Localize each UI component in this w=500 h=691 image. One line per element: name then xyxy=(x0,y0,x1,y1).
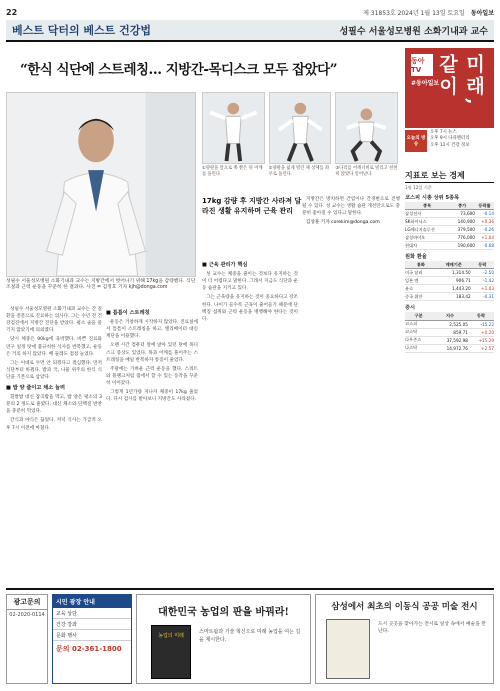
tv-badge: 동아 TV xyxy=(411,54,433,76)
byline: 김상훈 기자 corekim@donga.com xyxy=(306,220,380,226)
stretch-photos xyxy=(202,92,398,164)
cell: -0.26 xyxy=(475,226,494,234)
cell: -0.68 xyxy=(475,242,494,250)
cell: 14,972.76 xyxy=(432,344,468,352)
market-indicators xyxy=(405,170,494,353)
ad-art-text: 도시 곳곳을 찾아가는 전시로 일상 속에서 예술을 만난다. xyxy=(378,622,486,635)
section-header xyxy=(6,20,494,42)
column-header: 등락 xyxy=(468,312,494,320)
column-header: 종가 xyxy=(449,202,475,210)
page-number: 22 xyxy=(6,7,18,17)
column-header: 종목 xyxy=(405,202,449,210)
stretch-photo-3 xyxy=(335,92,398,164)
schedule-label: 오늘의 방송 xyxy=(405,130,427,152)
doctor-photo xyxy=(6,92,196,277)
article-column-1 xyxy=(6,306,102,584)
table-row xyxy=(405,277,494,285)
cell: 현대차 xyxy=(405,242,449,250)
paragraph: 그는 이대로 두면 안 되겠다고 결심했다. 먼저 식단부터 바꿨다. 밥과 국, 나물 위주의 한식 식단을 기본으로 삼았다. xyxy=(6,360,102,380)
exhibition-image xyxy=(326,619,370,679)
table-row xyxy=(405,269,494,277)
cell: 906.71 xyxy=(437,277,471,285)
ad-notice-item: 교육 상담 xyxy=(53,608,131,619)
subheading: ■ 틈틈이 스트레칭 xyxy=(106,310,150,316)
market-title: 지표로 보는 경제 xyxy=(405,170,494,183)
cell: 776,000 xyxy=(449,234,475,242)
article-column-2 xyxy=(106,306,198,584)
cell: -2.50 xyxy=(471,269,494,277)
article-column-3 xyxy=(202,258,298,584)
ad-contact[interactable] xyxy=(6,594,48,684)
table-row xyxy=(405,242,494,250)
index-table xyxy=(405,312,494,352)
cell: SK하이닉스 xyxy=(405,218,449,226)
table-row xyxy=(405,293,494,301)
book-cover: 농업의 미래 xyxy=(151,625,191,679)
ad-notice-call: 문의 02-361-1800 xyxy=(56,645,122,653)
ad-art-exhibition[interactable] xyxy=(315,594,494,684)
column-header: 등락 xyxy=(471,261,494,269)
schedule-item: 오후 9시 다큐멘터리 xyxy=(430,136,470,142)
schedule-item: 오후 7시 뉴스 xyxy=(430,130,457,135)
column-header: 지수 xyxy=(432,312,468,320)
cell: +0.36 xyxy=(475,218,494,226)
photo-caption: 성필수 서울성모병원 소화기내과 교수는 지방간에서 벗어나기 위해 17kg을 감량했다. 식단 조절과 근력 운동을 꾸준히 한 결과다. 사진 = 김정호 기자 kjh@donga.com xyxy=(6,279,196,291)
schedule-list xyxy=(430,130,470,166)
exchange-table xyxy=(405,261,494,301)
ad-book-agriculture[interactable] xyxy=(136,594,311,684)
table-row xyxy=(405,344,494,352)
stretch-caption-3: ③다리를 어깨너비로 벌리고 천천히 앉았다 일어난다. xyxy=(335,166,398,177)
tv-hashtag: #동아일보 xyxy=(411,80,440,87)
cell: 140,900 xyxy=(449,218,475,226)
affiliation-text: 성필수 서울성모병원 소화기내과 교수 xyxy=(339,26,488,37)
tv-schedule xyxy=(405,130,494,166)
table-row xyxy=(405,234,494,242)
ad-art-headline: 삼성에서 최초의 이동식 공공 미술 전시 xyxy=(331,602,478,612)
table-row xyxy=(405,328,494,336)
cell: 1,314.50 xyxy=(437,269,471,277)
paragraph: 그는 근육량을 유지하는 것이 중요하다고 강조한다. 나이가 들수록 근육이 줄어들기 때문에 단백질 섭취와 근력 운동을 병행해야 한다는 것이다. xyxy=(202,295,298,322)
issue-info: 제 31853호 2024년 1월 13일 토요일 xyxy=(363,9,465,17)
tv-title: 미래, 같이 xyxy=(436,54,485,108)
paragraph: 지방간은 방치하면 간염이나 간경변으로 진행될 수 있다. 성 교수는 생활 습관 개선만으로도 충분히 좋아질 수 있다고 말한다. xyxy=(302,197,400,217)
paragraph: 간식과 야식은 끊었다. 저녁 식사는 가급적 오후 7시 이전에 마쳤다. xyxy=(6,418,102,431)
cell: 일본 엔 xyxy=(405,277,437,285)
table1-title: 코스피 시총 상위 5종목 xyxy=(405,195,460,201)
table2-title: 원화 환율 xyxy=(405,254,427,261)
ad-contact-phone: 02-2020-0114 xyxy=(9,612,45,618)
stretch-caption-2: ②양팔을 넓게 벌린 채 상체를 좌우로 돌린다. xyxy=(268,166,330,177)
table3-title: 증시 xyxy=(405,305,416,312)
cell: -15.22 xyxy=(468,320,494,328)
table-row xyxy=(405,285,494,293)
ad-contact-title: 광고문의 xyxy=(7,595,47,610)
cell: 190,600 xyxy=(449,242,475,250)
table-row xyxy=(405,210,494,218)
ad-book-headline: 대한민국 농업의 판을 바꿔라! xyxy=(158,607,289,618)
cell: 유로 xyxy=(405,285,437,293)
cell: 37,592.98 xyxy=(432,336,468,344)
cell: 중국 위안 xyxy=(405,293,437,301)
market-date: 1월 12일 기준 xyxy=(405,185,432,190)
paragraph: 그렇게 1년가량 지나자 체중이 17kg 줄었다. 다시 검사를 받아보니 지방간도 사라졌다. xyxy=(106,390,198,403)
cell: 183.42 xyxy=(437,293,471,301)
paragraph: 흰쌀밥 대신 잡곡밥을 먹고, 밥 양은 평소의 3분의 2 정도로 줄였다. 대신 채소와 단백질 반찬을 충분히 먹었다. xyxy=(6,395,102,415)
masthead xyxy=(6,6,494,18)
cell: 2,525.05 xyxy=(432,320,468,328)
headline: “한식 식단에 스트레칭… 지방간-목디스크 모두 잡았다” xyxy=(20,62,337,78)
paragraph: 주말에는 가벼운 근력 운동을 했다. 스쿼트와 플랭크처럼 집에서 할 수 있는 동작을 꾸준히 이어갔다. xyxy=(106,366,198,386)
column-header: 매매기준 xyxy=(437,261,471,269)
cell: 코스닥 xyxy=(405,328,432,336)
cell: 삼성전자 xyxy=(405,210,449,218)
subheading: ■ 밥 양 줄이고 채소 늘려 xyxy=(6,385,66,392)
ad-notice-item: 건강 강좌 xyxy=(53,619,131,630)
paragraph: 오랜 시간 컴퓨터 앞에 앉아 있던 탓에 목디스크 증상도 있었다. 목과 어깨를 풀어주는 스트레칭을 매일 반복하자 통증이 줄었다. xyxy=(106,343,198,363)
paper-name: 동아일보 xyxy=(470,9,494,17)
cell: LG에너지솔루션 xyxy=(405,226,449,234)
cell: 859.71 xyxy=(432,328,468,336)
series-title: 베스트 닥터의 베스트 건강법 xyxy=(12,24,151,37)
schedule-item: 오후 11시 건강 정보 xyxy=(430,142,470,148)
cell: +2.57 xyxy=(468,344,494,352)
ad-book-text: 스마트팜과 기술 혁신으로 미래 농업을 여는 길을 제시한다. xyxy=(199,629,301,643)
paragraph: 당시 체중은 90kg에 육박했다. 바쁜 진료와 연구 일정 탓에 불규칙한 식사를 반복했고, 운동은 거의 하지 않았다. 배 둘레도 점점 늘었다. xyxy=(6,337,102,357)
table-row xyxy=(405,336,494,344)
cell: -1.42 xyxy=(471,277,494,285)
paragraph: 운동은 거창하게 시작하지 않았다. 진료실에서 틈틈이 스트레칭을 하고, 엘리베이터 대신 계단을 이용했다. xyxy=(106,320,198,340)
cell: 1,443.20 xyxy=(437,285,471,293)
article-column-4 xyxy=(302,196,400,584)
paragraph: 성 교수는 체중을 줄이는 것보다 유지하는 것이 더 어렵다고 말한다. 그래서 지금도 식단과 운동 습관을 지키고 있다. xyxy=(202,272,298,292)
ad-notice[interactable] xyxy=(52,594,132,684)
paragraph: 성필수 서울성모병원 소화기내과 교수는 간 질환을 전문으로 진료하는 의사다. 그는 수년 전 건강검진에서 지방간 진단을 받았다. 평소 술을 즐기지 않았기에 의외였다. xyxy=(6,307,102,334)
ad-notice-title: 시민 광장 안내 xyxy=(53,595,131,608)
column-header: 등락률 xyxy=(475,202,494,210)
cell: 73,600 xyxy=(449,210,475,218)
column-header: 통화 xyxy=(405,261,437,269)
table-row xyxy=(405,226,494,234)
cell: +1.03 xyxy=(471,285,494,293)
table-row xyxy=(405,320,494,328)
cell: +1.04 xyxy=(475,234,494,242)
cell: 코스피 xyxy=(405,320,432,328)
subheading: ■ 근육 관리가 핵심 xyxy=(202,262,248,268)
cell: 다우존스 xyxy=(405,336,432,344)
cell: 379,500 xyxy=(449,226,475,234)
stretch-caption-1: ①양팔을 앞으로 쭉 뻗은 뒤 어깨를 돌린다. xyxy=(202,166,263,177)
column-header: 구분 xyxy=(405,312,432,320)
doctor-affiliation xyxy=(339,24,488,37)
advertisement-strip xyxy=(6,588,494,685)
cell: -0.31 xyxy=(471,293,494,301)
cell: +15.29 xyxy=(468,336,494,344)
stretch-photo-2 xyxy=(269,92,332,164)
tv-promo-box[interactable] xyxy=(405,48,494,128)
cell: 삼성바이오 xyxy=(405,234,449,242)
article-summary: 17kg 감량 후 지방간 사라져 달라진 생활 유지하며 근육 관리 xyxy=(202,197,302,216)
stretch-captions xyxy=(202,166,398,177)
stretch-photo-1 xyxy=(202,92,265,164)
table-row xyxy=(405,218,494,226)
cell: +0.20 xyxy=(468,328,494,336)
ad-notice-item: 문화 행사 xyxy=(53,630,131,641)
stocks-table xyxy=(405,202,494,250)
cell: -0.14 xyxy=(475,210,494,218)
cell: 나스닥 xyxy=(405,344,432,352)
cell: 미국 달러 xyxy=(405,269,437,277)
